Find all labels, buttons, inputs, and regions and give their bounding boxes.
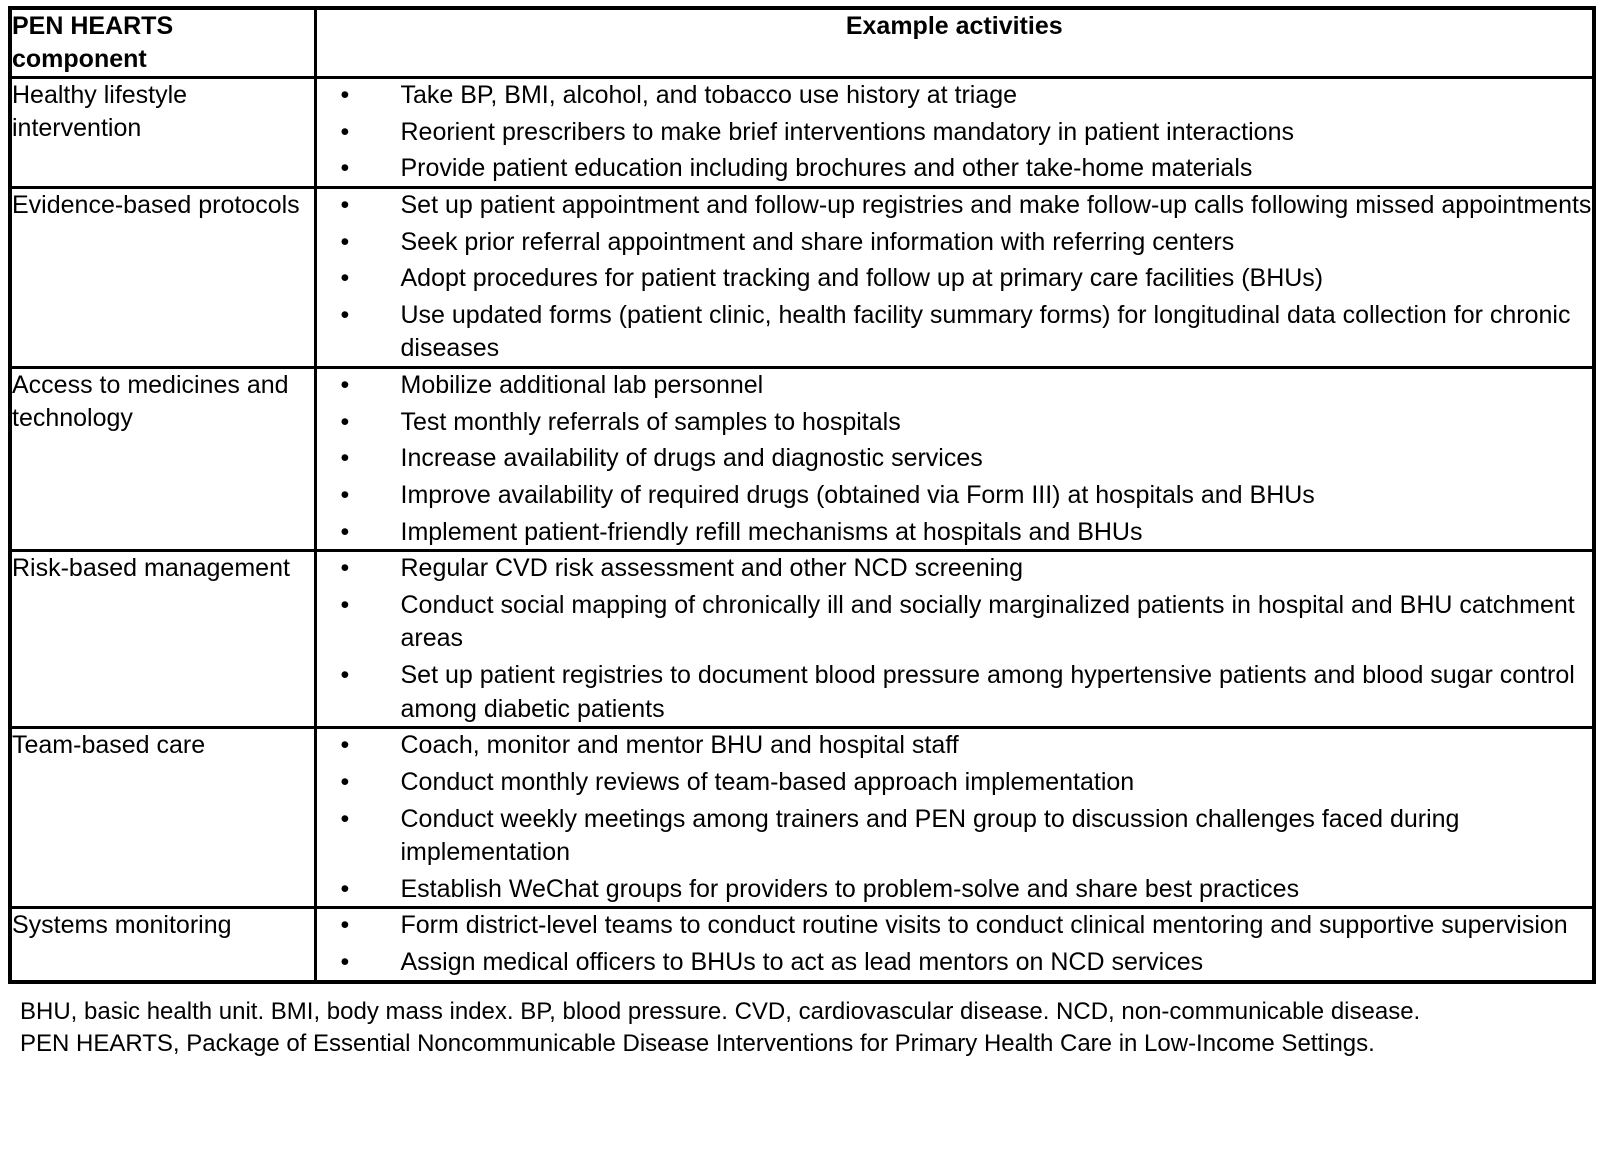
table-footnote <box>8 996 1592 1061</box>
activities-cell <box>315 78 1594 188</box>
activity-list-item <box>317 516 1593 550</box>
activity-list-item <box>317 116 1593 150</box>
component-cell: Access to medicines and technology <box>10 368 315 551</box>
activity-text: Form district-level teams to conduct routine visits to conduct clinical mentoring and supportive supervision <box>400 911 1568 940</box>
footnote-line-2: PEN HEARTS, Package of Essential Noncommunicable Disease Interventions for Primary Health Care in Low-Income Settings. <box>20 1030 1375 1058</box>
bullet-icon: • <box>340 661 350 689</box>
column-header-component-line2: component <box>12 45 147 73</box>
activity-text: Improve availability of required drugs (obtained via Form III) at hospitals and BHUs <box>400 480 1315 509</box>
bullet-icon: • <box>340 911 350 940</box>
activity-list-item <box>317 766 1593 800</box>
activity-text: Take BP, BMI, alcohol, and tobacco use history at triage <box>400 81 1018 109</box>
column-header-component <box>10 8 315 78</box>
activities-list <box>317 552 1593 726</box>
bullet-icon: • <box>340 731 350 760</box>
activity-text: Provide patient education including brochures and other take-home materials <box>400 154 1253 183</box>
activity-text: Seek prior referral appointment and share information with referring centers <box>400 227 1235 256</box>
activity-list-item <box>317 909 1593 943</box>
activity-text: Regular CVD risk assessment and other NCD screening <box>400 554 1023 583</box>
bullet-icon: • <box>340 117 350 146</box>
bullet-icon: • <box>340 517 350 546</box>
bullet-icon: • <box>340 804 350 833</box>
activity-list-item <box>317 152 1593 186</box>
activity-text: Test monthly referrals of samples to hospitals <box>400 407 901 436</box>
activities-list <box>317 189 1593 366</box>
activity-text: Set up patient appointment and follow-up registries and make follow-up calls following missed appointments <box>400 190 1592 219</box>
table-row <box>10 728 1594 908</box>
table-row <box>10 908 1594 982</box>
activity-list-item <box>317 589 1593 656</box>
activity-list-item <box>317 729 1593 763</box>
table-header <box>10 8 1594 78</box>
bullet-icon: • <box>340 264 350 293</box>
bullet-icon: • <box>340 590 350 619</box>
bullet-icon: • <box>340 554 350 583</box>
activity-list-item <box>317 226 1593 260</box>
activity-list-item <box>317 262 1593 296</box>
activity-list-item <box>317 442 1593 476</box>
activity-list-item <box>317 479 1593 513</box>
activities-cell <box>315 368 1594 551</box>
bullet-icon: • <box>340 444 350 473</box>
activity-text: Establish WeChat groups for providers to problem-solve and share best practices <box>400 874 1300 903</box>
bullet-icon: • <box>340 874 350 903</box>
activity-text: Adopt procedures for patient tracking and follow up at primary care facilities (BHUs) <box>400 264 1324 293</box>
bullet-icon: • <box>340 81 350 109</box>
activity-list-item <box>317 803 1593 870</box>
activity-text: Reorient prescribers to make brief interventions mandatory in patient interactions <box>400 117 1294 146</box>
bullet-icon: • <box>340 407 350 436</box>
activity-list-item <box>317 406 1593 440</box>
component-cell: Systems monitoring <box>10 908 315 982</box>
bullet-icon: • <box>340 767 350 796</box>
activity-text: Increase availability of drugs and diagnostic services <box>400 444 983 473</box>
table-row <box>10 78 1594 188</box>
activities-list <box>317 729 1593 906</box>
activities-cell <box>315 551 1594 728</box>
activity-text: Use updated forms (patient clinic, health facility summary forms) for longitudinal data collection for chronic diseases <box>400 300 1571 363</box>
activity-list-item <box>317 299 1593 366</box>
activities-list <box>317 909 1593 979</box>
activity-text: Coach, monitor and mentor BHU and hospital staff <box>400 731 959 760</box>
bullet-icon: • <box>340 948 350 976</box>
activity-text: Conduct weekly meetings among trainers and PEN group to discussion challenges faced during implementation <box>400 804 1460 867</box>
activities-cell <box>315 187 1594 367</box>
table-row <box>10 368 1594 551</box>
activity-text: Implement patient-friendly refill mechanisms at hospitals and BHUs <box>400 517 1143 546</box>
table-body <box>10 78 1594 982</box>
activity-list-item <box>317 659 1593 726</box>
activity-text: Conduct social mapping of chronically ill and socially marginalized patients in hospital and BHU catchment areas <box>400 590 1575 653</box>
activities-cell <box>315 728 1594 908</box>
activity-list-item <box>317 369 1593 403</box>
activities-list <box>317 369 1593 549</box>
component-cell: Healthy lifestyle intervention <box>10 78 315 188</box>
pen-hearts-activities-table <box>8 6 1596 984</box>
activities-list <box>317 79 1593 186</box>
activity-list-item <box>317 946 1593 980</box>
component-cell: Team-based care <box>10 728 315 908</box>
component-cell: Risk-based management <box>10 551 315 728</box>
activity-list-item <box>317 189 1593 223</box>
activity-text: Assign medical officers to BHUs to act as lead mentors on NCD services <box>400 948 1204 976</box>
column-header-component-line1: PEN HEARTS <box>12 12 174 40</box>
footnote-line-1: BHU, basic health unit. BMI, body mass index. BP, blood pressure. CVD, cardiovascular disease. NCD, non-communicable disease. <box>20 997 1421 1025</box>
bullet-icon: • <box>340 190 350 219</box>
bullet-icon: • <box>340 480 350 509</box>
activity-list-item <box>317 552 1593 586</box>
component-cell: Evidence-based protocols <box>10 187 315 367</box>
bullet-icon: • <box>340 227 350 256</box>
activity-list-item <box>317 79 1593 113</box>
activities-cell <box>315 908 1594 982</box>
column-header-activities: Example activities <box>315 8 1594 78</box>
activity-list-item <box>317 873 1593 907</box>
bullet-icon: • <box>340 371 350 399</box>
activity-text: Set up patient registries to document blood pressure among hypertensive patients and blood sugar control among diabetic patients <box>400 661 1575 723</box>
table-row <box>10 187 1594 367</box>
activity-text: Conduct monthly reviews of team-based approach implementation <box>400 767 1135 796</box>
bullet-icon: • <box>340 154 350 183</box>
table-row <box>10 551 1594 728</box>
bullet-icon: • <box>340 300 350 329</box>
activity-text: Mobilize additional lab personnel <box>400 371 764 399</box>
header-row <box>10 8 1594 78</box>
